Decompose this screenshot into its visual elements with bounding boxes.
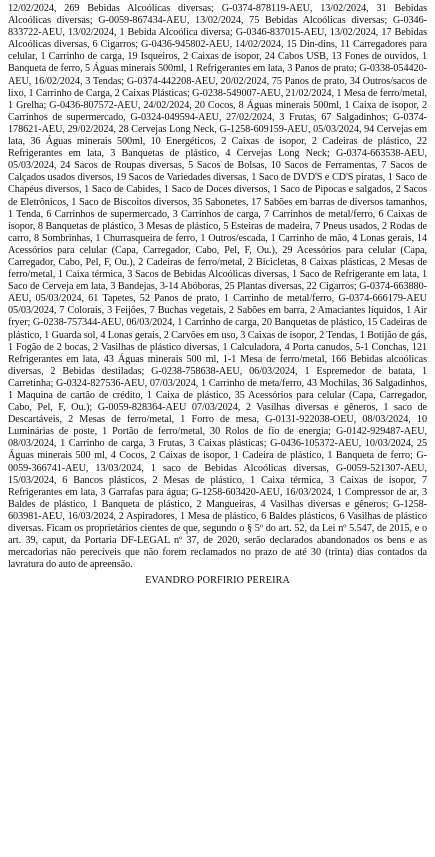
- signature-name: EVANDRO PORFIRIO PEREIRA: [145, 575, 290, 587]
- notice-body-text: 12/02/2024, 269 Bebidas Alcoólicas diversas; G-0374-878119-AEU, 13/02/2024, 31 Bebidas Alcoólicas diversas; G-0059-867434-AEU, 13/02/2024, 75 Bebidas Alcoólicas diversas; G-0346-833722-AEU, 13/02/2024, 1 Bebida Alcoólica diversa; G-0346-837015-AEU, 13/02/2024, 17 Bebidas Alcoólicas diversas, 6 Cigarros; G-0436-945802-AEU, 14/02/2024, 15 Din-dins, 11 Carregadores para celular, 1 Carrinho de carga, 19 Isqueiros, 2 Caixas de isopor, 24 Cabos USB, 13 Fones de ouvidos, 1 Banqueta de ferro, 5 Águas minerais 500ml, 1 Refrigerantes em lata, 3 Panos de prato; G-0338-054420-AEU, 16/02/2024, 3 Tendas; G-0374-442208-AEU, 20/02/2024, 75 Panos de prato, 34 Outros/sacos de lixo, 1 Carrinho de Carga, 2 Caixas Plásticas; G-0238-549007-AEU, 21/02/2024, 1 Mesa de ferro/metal, 1 Grelha; G-0436-807572-AEU, 24/02/2024, 20 Cocos, 8 Águas minerais 500ml, 1 Caixa de isopor, 2 Carrinhos de supermercado, G-0324-049594-AEU, 27/02/2024, 3 Frutas, 67 Salgadinhos; G-0374-178621-AEU, 29/02/2024, 28 Cervejas Long Neck, G-1258-609159-AEU, 05/03/2024, 94 Cervejas em lata, 36 Águas minerais 500ml, 10 Energéticos, 2 Caixas de isopor, 2 Cadeiras de plástico, 22 Refrigerantes em lata, 3 Banquetas de plástico, 4 Cervejas Long Neck; G-0374-663538-AEU, 05/03/2024, 24 Sacos de Roupas diversas, 5 Sacos de Bolsas, 10 Sacos de Ferramentas, 7 Sacos de Calçados usados diversos, 19 Sacos de Variedades diversas, 1 Saco de DVD'S e CD'S piratas, 1 Saco de Chapéus diversos, 1 Saco de Cabides, 1 Saco de Doces diversos, 1 Saco de Pipocas e salgados, 2 Sacos de Eletrônicos, 1 Saco de Biscoitos diversos, 35 Sabonetes, 17 Sabões em barras de diversos tamanhos, 1 Tenda, 6 Carrinhos de supermercado, 3 Carrinhos de carga, 7 Carrinhos de metal/ferro, 6 Caixas de isopor, 8 Banquetas de plástico, 3 Mesas de plástico, 5 Esteiras de madeira, 7 Pneus usados, 2 Rodas de carro, 8 Sombrinhas, 1 Churrasqueira de ferro, 1 Outros/escada, 1 Carrinho de mão, 4 Lonas gerais, 14 Acessórios para celular (Capa, Carregador, Cabo, Pel, F, Ou.), 29 Acessórios para celular (Capa, Carregador, Cabo, Pel, F, Ou.), 2 Cadeiras de ferro/metal, 2 Bicicletas, 8 Caixas plásticas, 2 Mesas de ferro/metal, 1 Caixa térmica, 3 Sacos de Bebidas Alcoólicas diversas, 1 Saco de Refrigerante em lata, 1 Saco de Cerveja em lata, 3 Bandejas, 3-14 Abóboras, 25 Plantas diversas, 22 Cigarros; G-0374-663880-AEU, 05/03/2024, 61 Tapetes, 52 Panos de prato, 1 Carrinho de metal/ferro, G-0374-666179-AEU 05/03/2024, 7 Colorais, 3 Feijões, 7 Buchas vegetais, 2 Sabões em barra, 2 Amaciantes líquidos, 1 Air fryer; G-0238-757344-AEU, 06/03/2024, 1 Carrinho de carga, 20 Banquetas de plástico, 15 Cadeiras de plástico, 1 Guarda sol, 4 Lonas gerais, 2 Carvões em uso, 3 Caixas de isopor, 2 Tendas, 1 Botijão de gás, 1 Fogão de 2 bocas, 2 Vasilhas de plástico diversas, 1 Calculadora, 4 Porta canudos, 5-1 Conchas, 121 Refrigerantes em lata, 43 Águas minerais 500 ml, 1-1 Mesa de ferro/metal, 166 Bebidas alcoólicas diversas, 2 Bebidas destiladas; G-0238-758638-AEU, 06/03/2024, 1 Espremedor de batata, 1 Carretinha; G-0324-827536-AEU, 07/03/2024, 1 Carrinho de meta/ferro, 43 Mochilas, 36 Salgadinhos, 1 Maquina de cartão de crédito, 1 Caixa de plástico, 35 Acessórios para celular (Capa, Carregador, Cabo, Pel, F, Ou.); G-0059-828364-AEU 07/03/2024, 2 Vasilhas diversas e gêneros, 1 saco de Descartáveis, 2 Mesas de ferro/metal, 1 Forro de mesa, G-0131-922038-OEU, 08/03/2024, 10 Luminárias de poste, 1 Portão de ferro/metal, 30 Rolos de fio de energia; G-0142-929487-AEU, 08/03/2024, 1 Carrinho de carga, 3 Frutas, 3 Caixas plásticas; G-0436-105372-AEU, 10/03/2024, 25 Águas minerais 500 ml, 4 Cocos, 2 Caixas de isopor, 1 Cadeira de plástico, 1 Banqueta de ferro; G-0059-366741-AEU, 13/03/2024, 1 saco de Bebidas Alcoólicas diversas, G-0059-521307-AEU, 15/03/2024, 6 Bancos plásticos, 2 Mesas de plástico, 1 Caixa térmica, 3 Caixas de isopor, 7 Refrigerantes em lata, 3 Garrafas para água; G-1258-603420-AEU, 16/03/2024, 1 Compressor de ar, 3 Baldes de plástico, 1 Banqueta de plástico, 2 Mangueiras, 4 Vasilhas diversas e gêneros; G-1258-603981-AEU, 16/03/2024, 2 Aspiradores, 1 Mesa de plástico, 6 Baldes plásticos, 6 Vasilhas de plástico diversas. Ficam os proprietários cientes de que, segundo o § 5º do art. 52, da Lei nº 5.547, de 2015, e o art. 39, caput, da Portaria DF-LEGAL nº 37, de 2020, serão declarados abandonados os bens e as mercadorias não perecíveis que não forem reclamados no prazo de até 30 (trinta) dias contados da lavratura do auto de apreensão.: [8, 3, 427, 571]
